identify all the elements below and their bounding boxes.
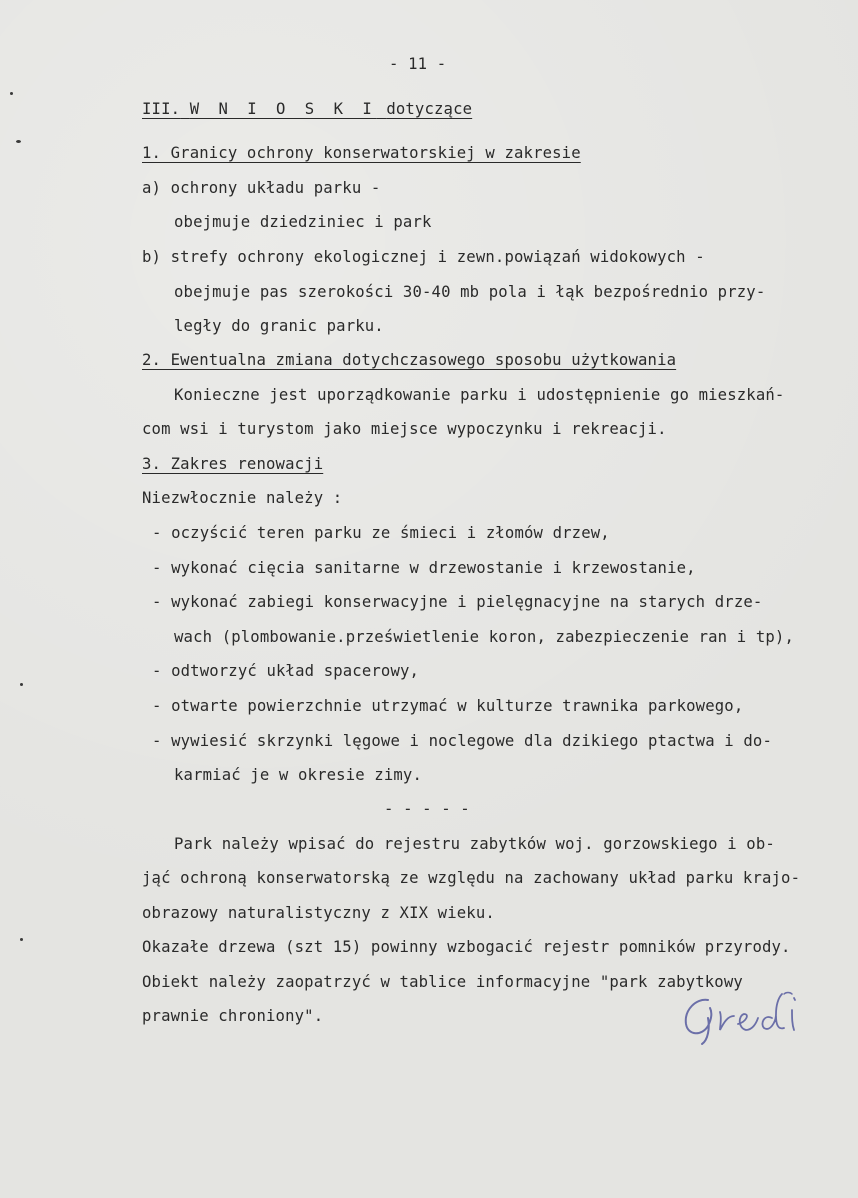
item2-paragraph-line2: com wsi i turystom jako miejsce wypoczynku i rekreacji. (142, 420, 667, 438)
item1-b-line2: obejmuje pas szerokości 30-40 mb pola i łąk bezpośrednio przy- (174, 283, 766, 301)
scan-mark (20, 938, 23, 941)
item1-b-line1: b) strefy ochrony ekologicznej i zewn.powiązań widokowych - (142, 248, 705, 266)
closing-line: Obiekt należy zaopatrzyć w tablice informacyjne "park zabytkowy (142, 973, 743, 991)
closing-line: obrazowy naturalistyczny z XIX wieku. (142, 904, 495, 922)
section-heading (142, 99, 472, 119)
closing-line: Park należy wpisać do rejestru zabytków woj. gorzowskiego i ob- (174, 835, 775, 853)
closing-line: jąć ochroną konserwatorską ze względu na zachowany układ parku krajo- (142, 869, 801, 887)
item1-a-line2: obejmuje dziedziniec i park (174, 213, 432, 231)
item1-a-line1: a) ochrony układu parku - (142, 179, 381, 197)
closing-line: prawnie chroniony". (142, 1007, 324, 1025)
list-item: - wywiesić skrzynki lęgowe i noclegowe dla dzikiego ptactwa i do- (152, 732, 772, 750)
section-title-rest: dotyczące (386, 100, 473, 118)
scan-mark (10, 92, 13, 95)
item2-heading: 2. Ewentualna zmiana dotychczasowego sposobu użytkowania (142, 351, 677, 369)
list-item: - oczyścić teren parku ze śmieci i złomów drzew, (152, 524, 610, 542)
page-number: - 11 - (389, 55, 447, 73)
separator: - - - - - (384, 800, 470, 818)
item1-b-line3: legły do granic parku. (174, 317, 384, 335)
item1-heading: 1. Granicy ochrony konserwatorskiej w zakresie (142, 144, 581, 162)
item3-heading: 3. Zakres renowacji (142, 455, 324, 473)
list-item: - wykonać zabiegi konserwacyjne i pielęgnacyjne na starych drze- (152, 593, 763, 611)
section-title: W N I O S K I (189, 100, 377, 118)
item3-intro: Niezwłocznie należy : (142, 489, 343, 507)
scan-mark (20, 683, 23, 686)
list-item-continuation: wach (plombowanie.prześwietlenie koron, zabezpieczenie ran i tp), (174, 628, 794, 646)
section-number: III. (142, 100, 181, 118)
list-item: - odtworzyć układ spacerowy, (152, 662, 420, 680)
item2-paragraph-line1: Konieczne jest uporządkowanie parku i udostępnienie go mieszkań- (174, 386, 785, 404)
list-item: - wykonać cięcia sanitarne w drzewostanie i krzewostanie, (152, 559, 696, 577)
handwritten-signature (668, 988, 848, 1048)
list-item-continuation: karmiać je w okresie zimy. (174, 766, 422, 784)
closing-line: Okazałe drzewa (szt 15) powinny wzbogacić rejestr pomników przyrody. (142, 938, 791, 956)
scan-mark (16, 140, 21, 143)
list-item: - otwarte powierzchnie utrzymać w kulturze trawnika parkowego, (152, 697, 744, 715)
